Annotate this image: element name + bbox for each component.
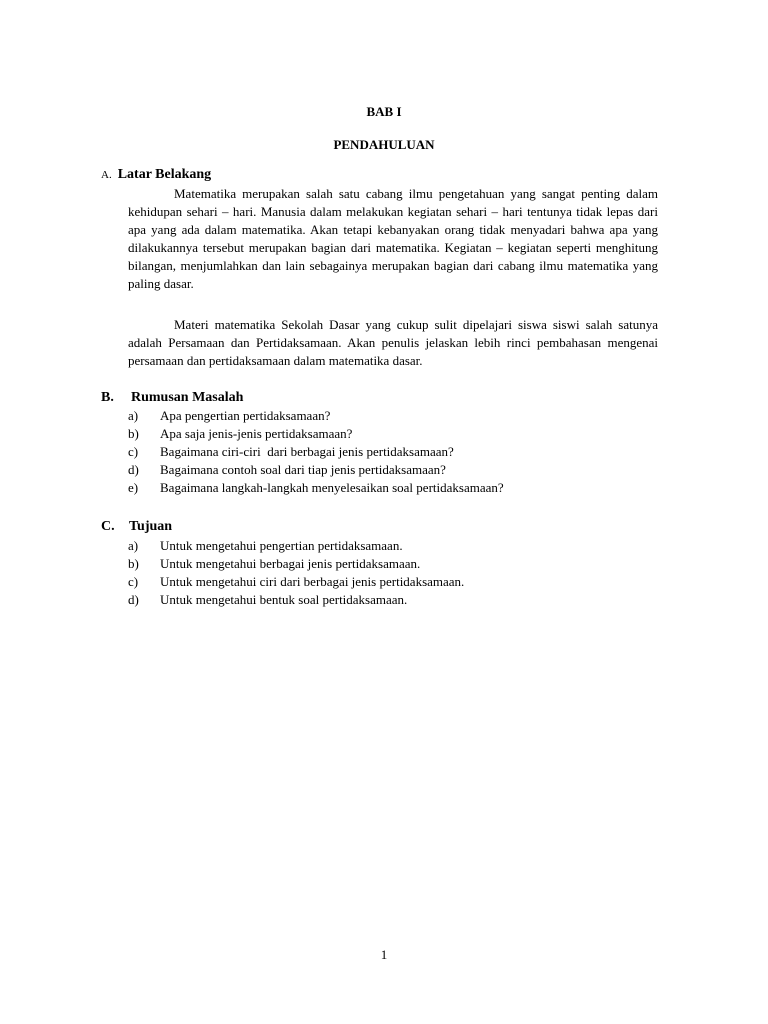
section-b-title: Rumusan Masalah (131, 390, 244, 405)
section-a-letter: A. (101, 169, 112, 181)
list-marker: b) (128, 426, 139, 441)
list-item (128, 425, 504, 443)
list-item-text: Apa saja jenis-jenis pertidaksamaan? (160, 426, 353, 441)
objective-list (128, 537, 464, 609)
list-item (128, 461, 504, 479)
section-b-letter: B. (101, 390, 114, 405)
list-item-text: Bagaimana ciri-ciri dari berbagai jenis pertidaksamaan? (160, 444, 454, 459)
list-item-text: Untuk mengetahui bentuk soal pertidaksamaan. (160, 592, 408, 607)
list-item (128, 555, 464, 573)
section-c-heading (101, 518, 172, 536)
list-item (128, 537, 464, 555)
list-item-text: Untuk mengetahui pengertian pertidaksamaan. (160, 538, 403, 553)
chapter-title: PENDAHULUAN (333, 137, 435, 152)
section-b-heading (101, 389, 243, 407)
page-number: 1 (380, 947, 388, 962)
list-item (128, 479, 504, 497)
list-item-text: Bagaimana langkah-langkah menyelesaikan soal pertidaksamaan? (160, 480, 504, 495)
list-marker: b) (128, 556, 139, 571)
list-item (128, 573, 464, 591)
list-marker: a) (128, 538, 139, 553)
section-a-title: Latar Belakang (117, 167, 212, 182)
list-marker: c) (128, 574, 139, 589)
section-c-letter: C. (101, 519, 115, 534)
list-item (128, 591, 464, 609)
list-item-text: Untuk mengetahui ciri dari berbagai jenis pertidaksamaan. (160, 574, 465, 589)
list-marker: d) (128, 592, 139, 607)
list-marker: a) (128, 408, 139, 423)
section-a-heading (101, 166, 211, 184)
list-item-text: Bagaimana contoh soal dari tiap jenis pertidaksamaan? (160, 462, 446, 477)
list-item-text: Apa pengertian pertidaksamaan? (160, 408, 331, 423)
section-c-title: Tujuan (129, 519, 173, 534)
list-item-text: Untuk mengetahui berbagai jenis pertidaksamaan. (160, 556, 421, 571)
list-item (128, 407, 504, 425)
problem-list (128, 407, 504, 497)
list-marker: e) (128, 480, 139, 495)
list-marker: c) (128, 444, 139, 459)
paragraph-1: Matematika merupakan salah satu cabang ilmu pengetahuan yang sangat penting dalam kehidupan sehari – hari. Manusia dalam melakukan kegiatan sehari – hari tentunya tidak lepas dari apa yang ada dalam matematika. Akan tetapi kebanyakan orang tidak menyadari bahwa apa yang dilakukannya tersebut merupakan bagian dari matematika. Kegiatan – kegiatan seperti menghitung bilangan, menjumlahkan dan lain sebagainya merupakan bagian dari cabang ilmu matematika yang paling dasar. (128, 186, 658, 291)
paragraph-2: Materi matematika Sekolah Dasar yang cukup sulit dipelajari siswa siswi salah satunya adalah Persamaan dan Pertidaksamaan. Akan penulis jelaskan lebih rinci pembahasan mengenai persamaan dan pertidaksamaan dalam matematika dasar. (128, 317, 658, 368)
list-marker: d) (128, 462, 139, 477)
list-item (128, 443, 504, 461)
chapter-label: BAB I (366, 104, 402, 119)
